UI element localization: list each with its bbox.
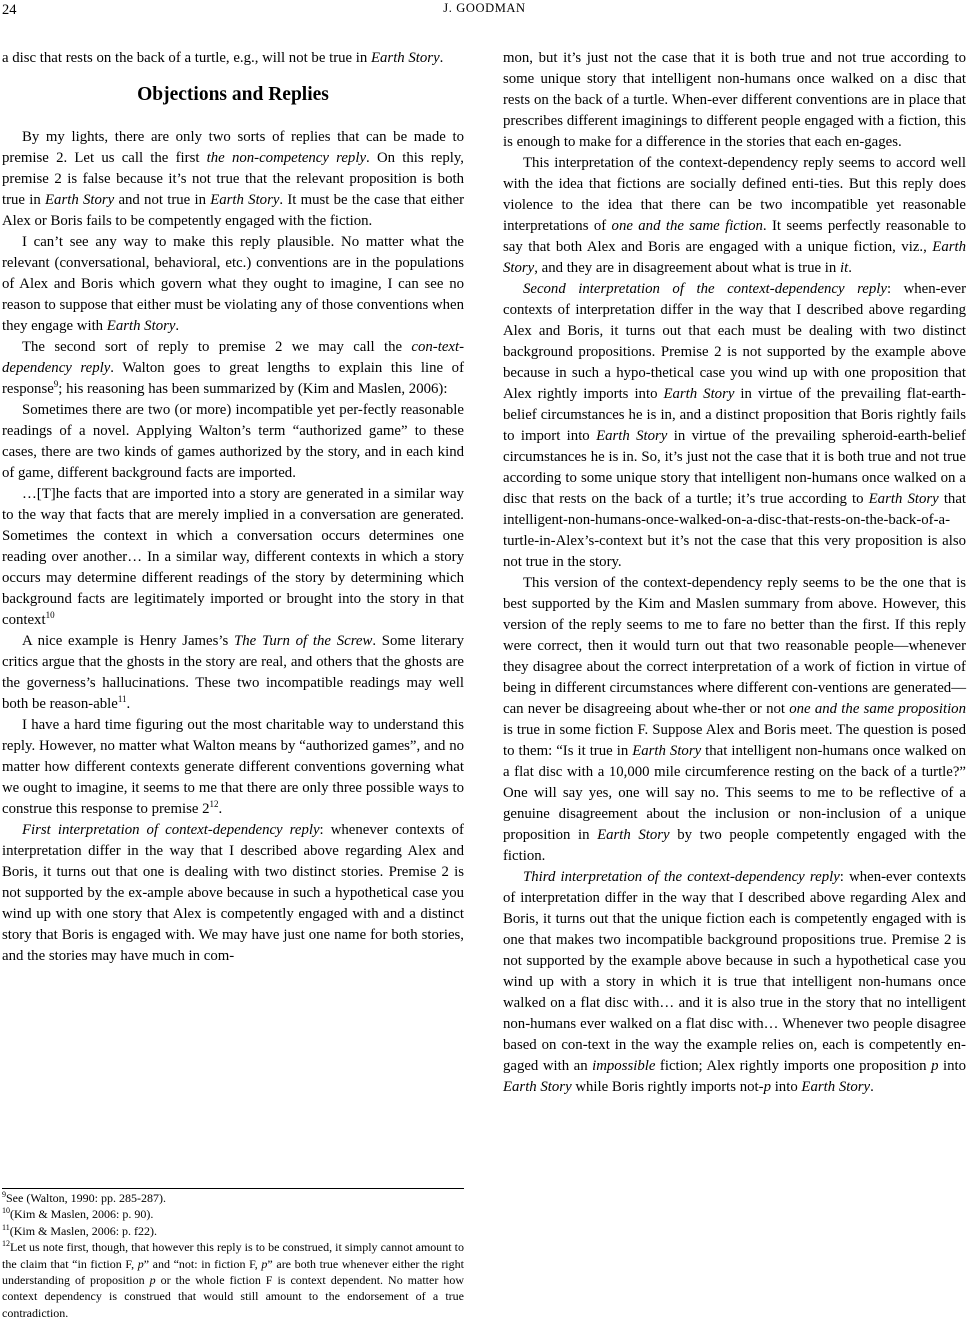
paragraph: a disc that rests on the back of a turtle, e.g., will not be true in Earth Story. (2, 50, 444, 66)
paragraph: The second sort of reply to premise 2 we may call the con-text-dependency reply. Walton goes to great lengths to explain this line of response$^9$; his reasoning has been summarized by (Kim and Maslen, 2006): (2, 339, 464, 397)
footnote-ref: 11 (117, 694, 127, 704)
paragraph: I have a hard time figuring out the most charitable way to understand this reply. However, no matter what Walton means by “authorized games”, and no matter how different contexts generate different conventions governing what we ought to imagine, it seems to me that there are only three possible ways to construe this response to premise $2^{12}$. (2, 717, 464, 817)
left-column (2, 48, 464, 967)
right-column (503, 48, 966, 1098)
page-header (0, 0, 969, 24)
section-heading: Objections and Replies (137, 84, 329, 105)
footnote: $^{10}$(Kim & Maslen, 2006: p. 90). (2, 1206, 154, 1222)
footnote: $^{11}$(Kim & Maslen, 2006: p. f22). (2, 1222, 158, 1238)
footnote-ref: 9 (53, 379, 59, 389)
paragraph: A nice example is Henry James’s The Turn of the Screw. Some literary critics argue that the ghosts in the story are real, and others that the ghosts are the governess’s hallucinations. These two incompatible readings may well both be reason-able$^{11}$. (2, 633, 464, 712)
footnote: $^{12}$Let us note first, though, that however this reply is to be construed, it simply cannot amount to the claim that “in fiction F, p” and “not: in fiction F, p” are both true whenever either the right understanding of proposition p or the whole fiction F is context dependent. No matter how context dependency is construed that would still amount to the endorsement of a true contradiction. (2, 1239, 464, 1320)
paragraph: Third interpretation of the context-dependency reply: when-ever contexts of interpretation differ in the way that I described above regarding Alex and Boris, it turns out that the unique fiction each is competently engaged with is one that makes two incompatible background propositions true. Premise 2 is not supported by the example above because in such a hypothetical case you wind up with a story in which it is true that intelligent non-humans once walked on a flat disc with… and it is also true in the story that no intelligent non-humans ever walked on a flat disc with… Whenever two people disagree based on con-text in the way the example relies on, each is competently en-gaged with an impossible fiction; Alex rightly imports one proposition p into Earth Story while Boris rightly imports not-p into Earth Story. (503, 869, 966, 1095)
paragraph: First interpretation of context-dependency reply: whenever contexts of interpretation differ in the way that I described above regarding Alex and Boris, it turns out that one is dealing with two distinct stories. Premise 2 is not supported by the ex-ample above because in such a hypothetical case you wind up with one story that Alex is competently engaged with and a distinct story that Boris is engaged with. We may have just one name for both stories, and the stories may have much in com- (2, 822, 464, 964)
paragraph: mon, but it’s just not the case that it is both true and not true according to some unique story that intelligent non-humans once walked on a disc that rests on the back of a turtle. When-ever different conventions are in place that prescribes different imaginings to different people engaged with a fiction, this is enough to make for a difference in the stories that each en-gages. (503, 50, 966, 150)
paragraph: By my lights, there are only two sorts of replies that can be made to premise 2. Let us call the first the non-competency reply. On this reply, premise 2 is false because it’s not true that the relevant proposition is both true in Earth Story and not true in Earth Story. It must be the case that either Alex or Boris fails to be competently engaged with the fiction. (2, 129, 464, 229)
paragraph: This interpretation of the context-dependency reply seems to accord well with the idea that fictions are socially defined enti-ties. But this reply does violence to the idea that there can be two incompatible yet reasonable interpretations of one and the same fiction. It seems perfectly reasonable to say that both Alex and Boris are engaged with a unique fiction, viz., Earth Story, and they are in disagreement about what is true in it. (503, 155, 966, 276)
footnote: $^9$See (Walton, 1990: pp. 285-287). (2, 1190, 167, 1205)
paragraph: Second interpretation of the context-dependency reply: when-ever contexts of interpretation differ in the way that I described above regarding Alex and Boris, it turns out that each must be dealing with two distinct background propositions. Premise 2 is not supported by the example above because in such a hypo-thetical case you wind up with one proposition that Alex rightly imports into Earth Story in virtue of the prevailing flat-earth-belief circumstances he is in, and a distinct proposition that Boris rightly fails to import into Earth Story in virtue of the prevailing spheroid-earth-belief circumstances he is in. So, it’s just not the case that it is both true and not true according to some unique story that intelligent non-humans once walked on a disc that rests on the back of a turtle; it’s true according to Earth Story that intelligent-non-humans-once-walked-on-a-disc-that-rests-on-the-back-of-a-turtle-in-Alex’s-context but it’s not the case that this very proposition is also not true in the story. (503, 281, 967, 570)
page-number: 24 (2, 2, 17, 18)
footnotes (2, 1190, 464, 1321)
footnote-rule (2, 1188, 464, 1189)
footnote-ref: 12 (209, 799, 219, 809)
running-head: J. GOODMAN (443, 1, 526, 15)
quote-paragraph: …[T]he facts that are imported into a story are generated in a similar way to the way that facts that are merely implied in a conversation are generated. Sometimes the context in which a conversation occurs determines one reading over another… In a similar way, different contexts in which a story occurs may determine different readings of the story by determining which background facts are legitimately imported or brought into the story in that context$^{10}$ (2, 486, 464, 628)
paragraph: I can’t see any way to make this reply plausible. No matter what the relevant (conversational, behavioral, etc.) conventions are in the populations of Alex and Boris which govern what they ought to imagine, I can see no reason to suppose that either must be violating any of those conventions when they engage with Earth Story. (2, 234, 464, 334)
paragraph: This version of the context-dependency reply seems to be the one that is best supported by the Kim and Maslen summary from above. However, this version of the reply seems to me to fare no better than the first. If this reply were correct, then it would turn out that two reasonable people—whenever they disagree about the correct interpretation of a work of fiction in virtue of being in different circumstances where different con-ventions are generated—can never be disagreeing about whe-ther or not one and the same proposition is true in some fiction F. Suppose Alex and Boris meet. The question is posed to them: “Is it true in Earth Story that intelligent non-humans once walked on a flat disc with a 10,000 mile circumference resting on the back of a turtle?” One will say yes, one will say no. This seems to me to be reflective of a genuine disagreement about the inclusion or non-inclusion of a unique proposition in Earth Story by two people competently engaged with the fiction. (503, 575, 966, 864)
quote-paragraph: Sometimes there are two (or more) incompatible yet per-fectly reasonable readings of a novel. Applying Walton’s term “authorized game” to these cases, there are two kinds of games authorized by the story, and in each kind of game, different background facts are imported. (2, 402, 464, 481)
footnote-ref: 10 (45, 610, 55, 620)
